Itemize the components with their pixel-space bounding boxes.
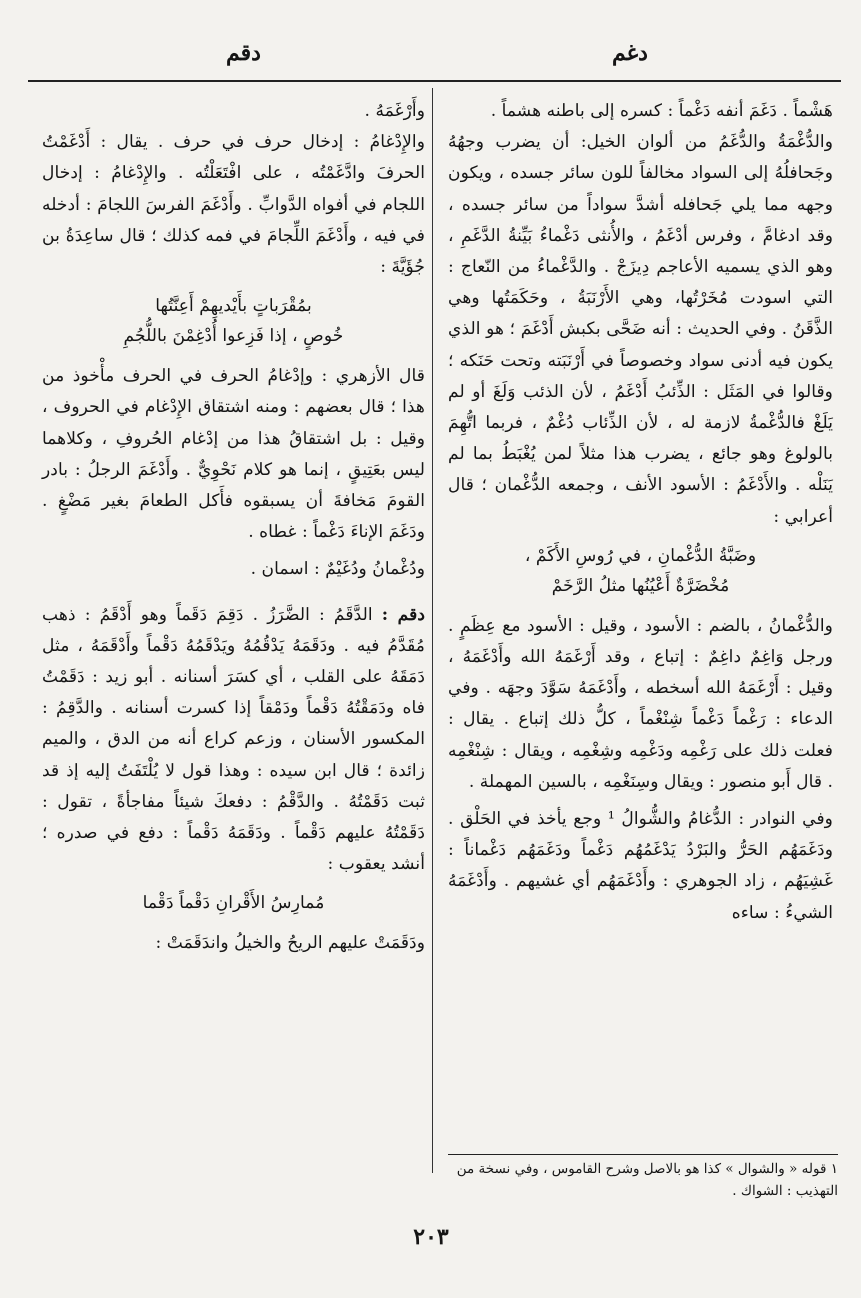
headword: دقم : [381, 604, 425, 625]
verse [42, 291, 425, 351]
column-divider [432, 88, 433, 1173]
verse-line: مُخْضَرَّةٌ أَعْيُنُها مثلُ الرَّخَمْ [551, 575, 730, 596]
paragraph: هَشْماً . دَغَمَ أنفه دَغْماً : كسره إلى باطنه هشماً . [490, 101, 833, 121]
paragraph: وأَرْغَمَهُ . [364, 101, 425, 121]
paragraph: ودَقَمَتْ عليهم الريحُ والخيلُ واندَقَمَتْ : [155, 933, 425, 954]
verse-line: خُوصٍ ، إذا فَزِعوا أُدْغِمْنَ باللُّجُمِ [123, 326, 344, 347]
right-column [448, 96, 833, 929]
paragraph: والدُّغْمانُ ، بالضم : الأسود ، وقيل : الأسود مع عِظَمٍ . ورجل وَاغِمٌ داغِمٌ : إتباع ، وقد أَرْغَمَهُ الله وأَدْغَمَهُ ، وقيل : أَرْغَمَهُ الله أسخطه ، وأَدْغَمَهُ سَوَّدَ وجهَه . وفي الدعاء : رَغْماً دَغْماً شِنْغْماً ، كلُّ ذلك إتباع . يقال : فعلت ذلك على رَغْمِه ودَغْمِه وشِغْمِه ، ويقال : شِنْغْمِه . قال أَبو منصور : ويقال وسِنَغْمِه ، بالسين المهملة . [448, 615, 833, 792]
page-number: ٢٠٣ [413, 1224, 449, 1250]
header-rule [28, 80, 841, 82]
verse-line: مُمارِسُ الأَقْرانِ دَقْماً دَقْما [142, 893, 325, 914]
paragraph: ودُغْمانُ ودُغَيْمٌ : اسمان . [250, 559, 425, 580]
entry-daqam [42, 600, 425, 881]
footnote-rule [448, 1154, 838, 1155]
paragraph: قال الأزهري : وإدْغامُ الحرف في الحرف مأْخوذ من هذا ؛ قال بعضهم : ومنه اشتقاق الإِدْغام في الحروف ، وقيل : بل اشتقاقُ هذا من إدْغام الحُروفِ ، وكلاهما ليس بعَتِيقٍ ، إنما هو كلام نَحْوِيٌّ . وأَدْغَمَ الرجلُ : بادر القومَ مَخافةَ أن يسبقوه فأَكل الطعامَ بغير مَضْغٍ . ودَغَمَ الإناءَ دَغْماً : غطاه . [42, 366, 425, 543]
entry-text: الدَّقَمُ : الضَّرَزُ . دَقِمَ دَقَماً وهو أَدْقَمُ : ذهب مُقَدَّمُ فيه . ودَقَمَهُ يَدْقُمُهُ ويَدْقَمُهُ دَقْماً وأَدْقَمَهُ ، مثل دَمَقَهُ على القلب ، أي كسَرَ أسنانه . أبو زيد : دَقَمْتُ فاه ودَمَقْتُهُ دَقْماً ودَمْقاً إذا كسرت أسنانه . والدَّقِمُ : المكسور الأسنان ، وزعم كراع أنه من الدق ، والميم زائدة ؛ قال ابن سيده : وهذا قول لا يُلْتَفَتُ إليه إذ قد ثبت دَقَمْتُهُ . والدَّقْمُ : دفعكَ شيئاً مفاجأةً ، تقول : دَقَمْتُهُ عليهم دَقْماً . ودَقَمَهُ دَقْماً : دفع في صدره ؛ أنشد يعقوب : [42, 604, 425, 875]
verse [42, 888, 425, 918]
left-column [42, 96, 425, 960]
verse [448, 541, 833, 601]
verse-line: بمُقْرَباتٍ بأَيْديهِمْ أَعِنَّتُها [155, 296, 312, 317]
footnote: ١ قوله « والشوال » كذا هو بالاصل وشرح القاموس ، وفي نسخة من التهذيب : الشواك . [456, 1161, 838, 1199]
paragraph: وفي النوادر : الدُّغامُ والشُّوالُ ¹ وجع يأخذ في الحَلْق . ودَغَمَهُم الحَرُّ والبَرْدُ يَدْغَمُهُم دَغْماً ودَغَمَهُم دَغْماناً : غَشِيَهُم ، زاد الجوهري : وأَدْغَمَهُم أي غشيهم . وأَدْغَمَهُ الشيءُ : ساءه [448, 809, 833, 923]
running-header-left: دقم [226, 40, 261, 66]
paragraph: والدُّغْمَةُ والدُّغَمُ من ألوان الخيل: أن يضرب وجهُهُ وجَحافلُهُ إلى السواد مخالفاً للون سائر جسده ، ويكون وجهه مما يلي جَحافله أشدَّ سواداً من سائر جسده ، وقد ادغامَّ ، وفرس أدْغَمُ ، والأُنثى دَغْماءُ بَيِّنةُ الدَّغَمِ ، وهو الذي يسميه الأعاجم دِيزَجْ . والدَّغْماءُ من النّعاج : التي اسودت مُخَرْتُها، وهي الأَرْنَبَةُ ، وحَكَمَتُها وهي الذَّقَنُ . وفي الحديث : أنه ضَحَّى بكبش أَدْغَمَ ؛ هو الذي يكون فيه أدنى سواد وخصوصاً في أَرْنَبَته وتحت حَنَكه ؛ وقالوا في المَثَل : الذِّئبُ أَدْغَمُ ، لأن الذئب وَلَغَ أو لم يَلَغْ فالدُّغْمةُ لازمة له ، لأن الذِّئاب دُغْمٌ ، فربما اتُّهِمَ بالولوغ وهو جائع ، يضرب هذا مثلاً لمن يُغْبَطُ بما لم يَنَلْه . والأَدْغَمُ : الأسود الأنف ، وجمعه الدُّغْمان ؛ قال أعرابي : [448, 132, 833, 527]
paragraph: والإِدْغامُ : إدخال حرف في حرف . يقال : أَدْغَمْتُ الحرفَ وادَّغَمْتُه ، على افْتَعَلْتُه . والإِدْغامُ : إدخال اللجام في أفواه الدَّوابِّ . وأَدْغَمَ الفرسَ اللجامَ : أدخله في فيه ، وأَدْغَمَ اللِّجامَ في فمه كذلك ؛ قال ساعِدَةُ بن جُؤَيَّةَ : [42, 132, 425, 278]
verse-line: وضَبَّةُ الدُّغْمانِ ، في رُوسِ الأَكَمْ ، [524, 545, 757, 566]
running-header-right: دغم [612, 40, 648, 66]
